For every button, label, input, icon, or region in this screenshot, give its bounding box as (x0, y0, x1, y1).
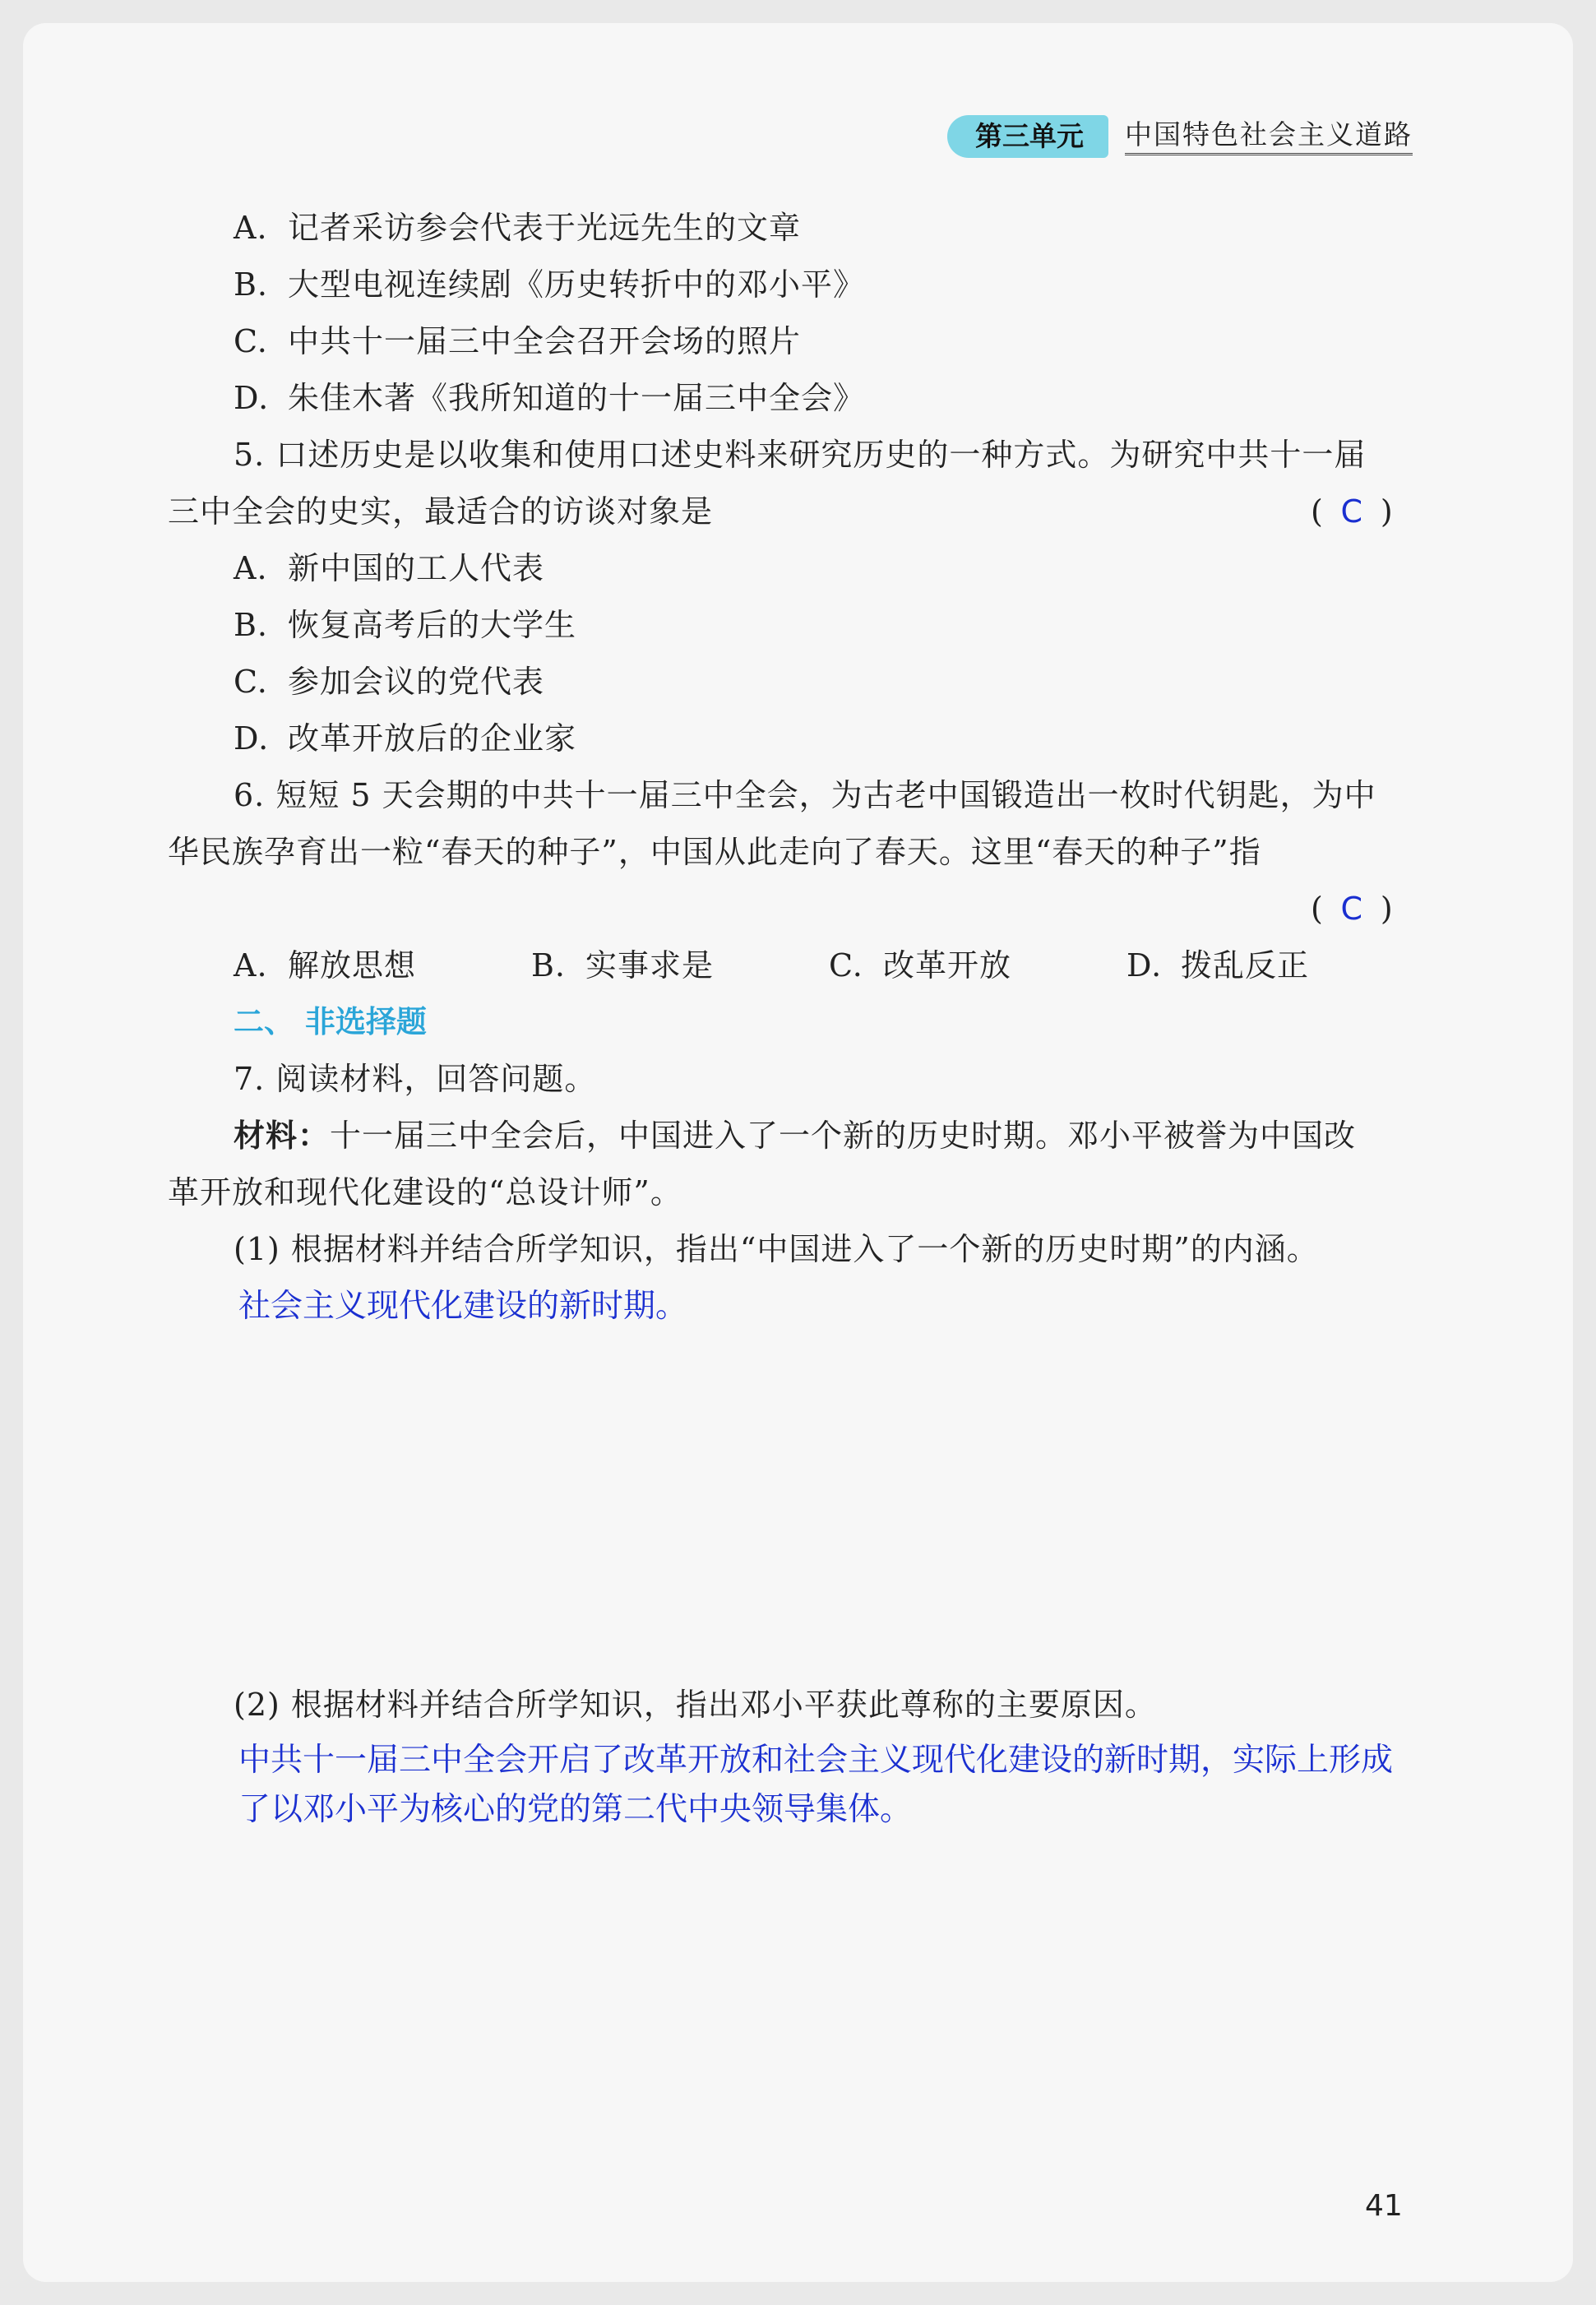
material-text: 十一届三中全会后，中国进入了一个新的历史时期。邓小平被誉为中国改 (330, 1118, 1357, 1154)
option-letter: B. (531, 947, 567, 984)
option-text: 大型电视连续剧《历史转折中的邓小平》 (288, 266, 866, 303)
option-letter: C. (829, 947, 863, 984)
option-letter: D. (1126, 947, 1163, 984)
option-text: 实事求是 (585, 947, 715, 984)
q7-sub1-answer: 社会主义现代化建设的新时期。 (238, 1288, 688, 1325)
option-letter: A. (234, 550, 268, 586)
q6-stem-line2: 华民族孕育出一粒“春天的种子”，中国从此走向了春天。这里“春天的种子”指 (168, 834, 1261, 870)
option-text: 新中国的工人代表 (288, 550, 545, 586)
q4-option-b (234, 264, 865, 305)
unit-title: 中国特色社会主义道路 (1125, 118, 1413, 155)
option-text: 解放思想 (288, 947, 417, 984)
option-text: 记者采访参会代表于光远先生的文章 (288, 210, 802, 246)
option-text: 参加会议的党代表 (288, 664, 545, 700)
paren-open: ( (1311, 891, 1323, 927)
q7-sub2-prompt: (2) 根据材料并结合所学知识，指出邓小平获此尊称的主要原因。 (234, 1687, 1157, 1723)
q7-material-line2: 革开放和现代化建设的“总设计师”。 (168, 1174, 682, 1210)
unit-header (947, 115, 1413, 158)
q4-option-c (234, 321, 801, 362)
q7-stem: 7. 阅读材料，回答问题。 (234, 1061, 597, 1097)
q4-option-a (234, 207, 801, 248)
option-letter: B. (234, 607, 269, 643)
option-text: 朱佳木著《我所知道的十一届三中全会》 (288, 380, 866, 416)
paren-close: ) (1380, 891, 1393, 927)
q6-option-b (531, 945, 714, 986)
q7-material-line1 (234, 1115, 1356, 1156)
option-letter: C. (234, 664, 268, 700)
q5-option-b (234, 604, 576, 646)
option-text: 改革开放 (883, 947, 1012, 984)
option-letter: D. (234, 720, 270, 757)
q5-stem-line2: 三中全会的史实，最适合的访谈对象是 (168, 493, 714, 530)
option-text: 改革开放后的企业家 (288, 720, 577, 757)
page-number: 41 (1365, 2189, 1403, 2223)
q5-stem-line1: 5. 口述历史是以收集和使用口述史料来研究历史的一种方式。为研究中共十一届 (234, 437, 1367, 473)
option-text: 恢复高考后的大学生 (288, 607, 577, 643)
q5-answer: C (1340, 493, 1363, 530)
option-letter: A. (234, 210, 268, 246)
q7-sub2-answer-line2: 了以邓小平为核心的党的第二代中央领导集体。 (238, 1791, 913, 1828)
option-letter: C. (234, 323, 268, 359)
q6-answer-bracket (1311, 888, 1393, 929)
section-heading: 二、 非选择题 (234, 1004, 427, 1039)
q7-sub1-prompt: (1) 根据材料并结合所学知识，指出“中国进入了一个新的历史时期”的内涵。 (234, 1231, 1319, 1267)
q5-option-d (234, 718, 576, 759)
paren-close: ) (1380, 493, 1393, 530)
q6-option-a (234, 945, 416, 986)
paren-open: ( (1311, 493, 1323, 530)
material-label: 材料： (234, 1117, 331, 1154)
q6-answer: C (1340, 891, 1363, 927)
q7-sub2-answer-line1: 中共十一届三中全会开启了改革开放和社会主义现代化建设的新时期，实际上形成 (238, 1742, 1394, 1779)
option-text: 中共十一届三中全会召开会场的照片 (288, 323, 802, 359)
q6-option-d (1126, 945, 1309, 986)
q5-option-c (234, 661, 544, 702)
q5-answer-bracket (1311, 491, 1393, 532)
unit-badge: 第三单元 (947, 115, 1108, 158)
option-letter: A. (234, 947, 268, 984)
option-letter: B. (234, 266, 269, 303)
q5-option-a (234, 548, 544, 589)
q6-stem-line1: 6. 短短 5 天会期的中共十一届三中全会，为古老中国锻造出一枚时代钥匙，为中 (234, 777, 1376, 813)
q4-option-d (234, 377, 865, 419)
option-text: 拨乱反正 (1181, 947, 1310, 984)
q6-option-c (829, 945, 1011, 986)
option-letter: D. (234, 380, 270, 416)
